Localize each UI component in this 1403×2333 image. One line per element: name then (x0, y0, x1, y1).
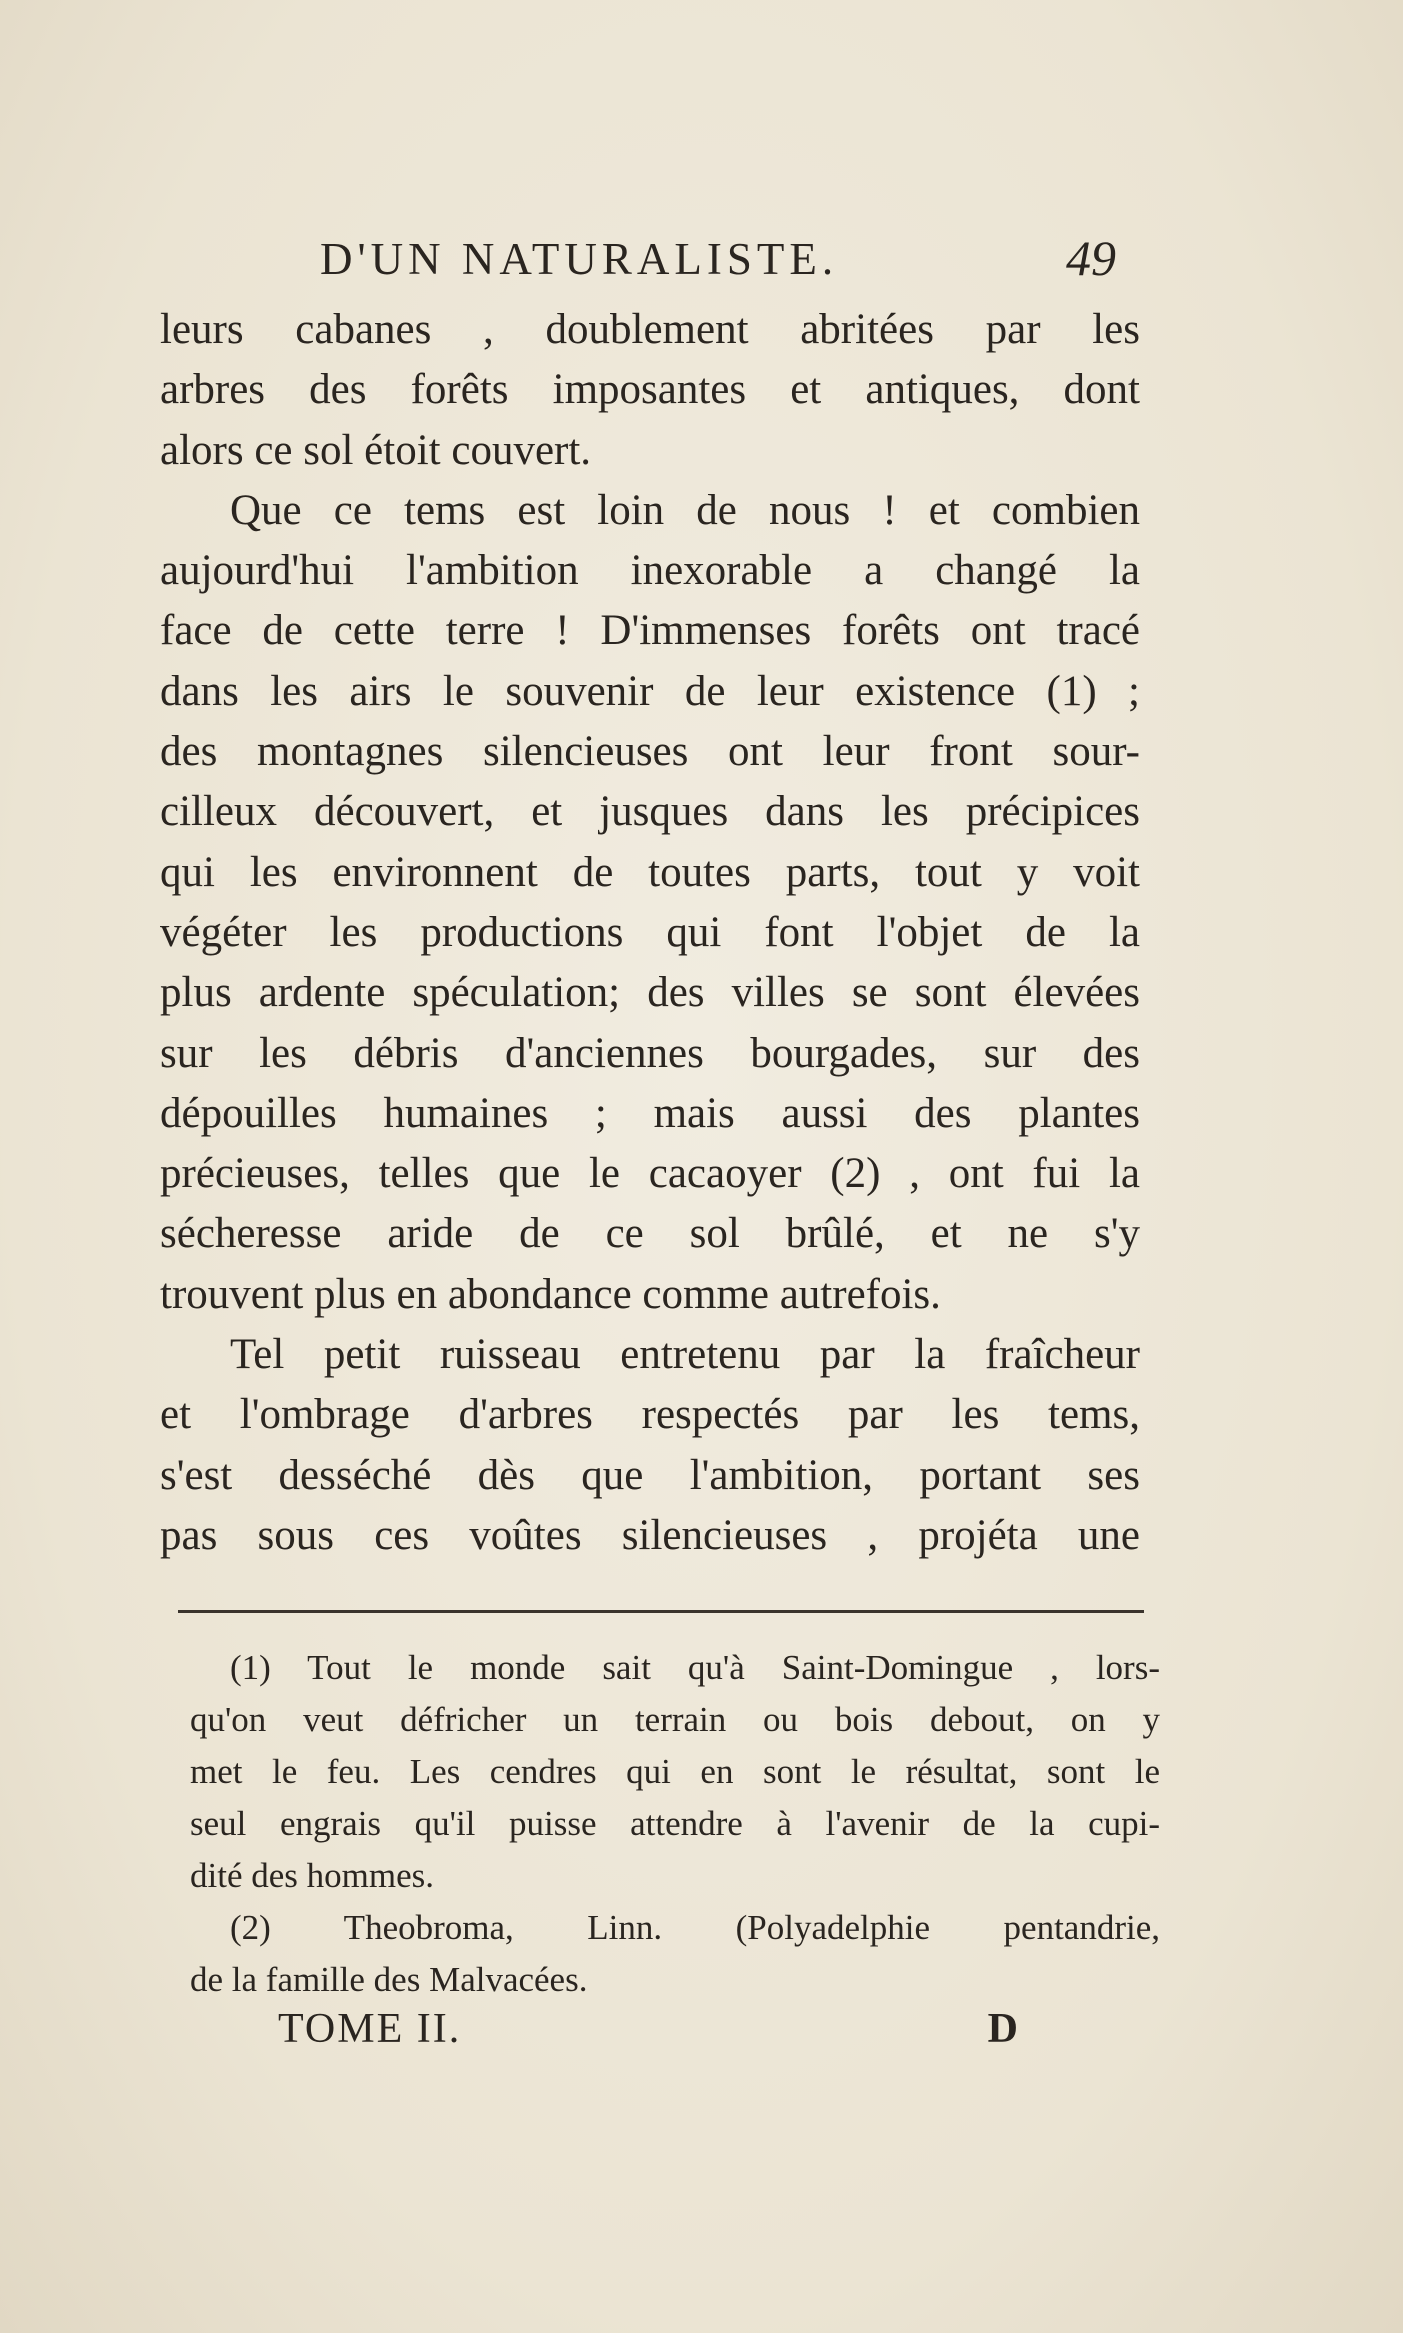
text-line: sécheresse aride de ce sol brûlé, et ne s'y (160, 1210, 1140, 1258)
volume-signature: TOME II. (278, 2006, 462, 2052)
body-text (160, 300, 1140, 1566)
footnote-line: qu'on veut défricher un terrain ou bois debout, on y (190, 1700, 1160, 1739)
text-line: pas sous ces voûtes silencieuses , projéta une (160, 1511, 1140, 1559)
text-line: aujourd'hui l'ambition inexorable a changé la (160, 547, 1140, 595)
footnote-line: seul engrais qu'il puisse attendre à l'avenir de la cupi- (190, 1804, 1160, 1843)
running-head: D'UN NATURALISTE. (320, 234, 839, 284)
text-line: Tel petit ruisseau entretenu par la fraîcheur (230, 1331, 1140, 1379)
text-line: et l'ombrage d'arbres respectés par les tems, (160, 1391, 1140, 1439)
footnote-line: (2) Theobroma, Linn. (Polyadelphie pentandrie, (230, 1908, 1160, 1947)
footnote-line: de la famille des Malvacées. (190, 1960, 588, 1999)
page-number: 49 (1066, 230, 1116, 286)
text-line: qui les environnent de toutes parts, tout y voit (160, 848, 1140, 896)
text-line: arbres des forêts imposantes et antiques, dont (160, 366, 1140, 414)
text-line: plus ardente spéculation; des villes se sont élevées (160, 969, 1140, 1017)
text-line: trouvent plus en abondance comme autrefois. (160, 1270, 941, 1318)
page-header (160, 225, 1120, 295)
text-line: dépouilles humaines ; mais aussi des plantes (160, 1089, 1140, 1137)
text-line: végéter les productions qui font l'objet de la (160, 908, 1140, 956)
footnotes (190, 1642, 1160, 2006)
text-line: Que ce tems est loin de nous ! et combien (230, 486, 1140, 534)
text-line: alors ce sol étoit couvert. (160, 426, 592, 474)
footnote-rule (178, 1610, 1144, 1613)
footnote-line: dité des hommes. (190, 1856, 434, 1895)
text-line: cilleux découvert, et jusques dans les précipices (160, 788, 1140, 836)
footnote-line: met le feu. Les cendres qui en sont le résultat, sont le (190, 1752, 1160, 1791)
text-line: dans les airs le souvenir de leur existence (1) ; (160, 667, 1140, 715)
page-footer (278, 2005, 1018, 2065)
text-line: s'est desséché dès que l'ambition, portant ses (160, 1451, 1140, 1499)
text-line: précieuses, telles que le cacaoyer (2) , ont fui la (160, 1150, 1140, 1198)
footnote-line: (1) Tout le monde sait qu'à Saint-Domingue , lors- (230, 1648, 1160, 1687)
text-line: leurs cabanes , doublement abritées par les (160, 306, 1140, 353)
text-line: des montagnes silencieuses ont leur front sour- (160, 728, 1140, 776)
text-line: sur les débris d'anciennes bourgades, sur des (160, 1029, 1140, 1077)
gathering-signature: D (987, 2006, 1018, 2052)
text-line: face de cette terre ! D'immenses forêts ont tracé (160, 607, 1140, 655)
